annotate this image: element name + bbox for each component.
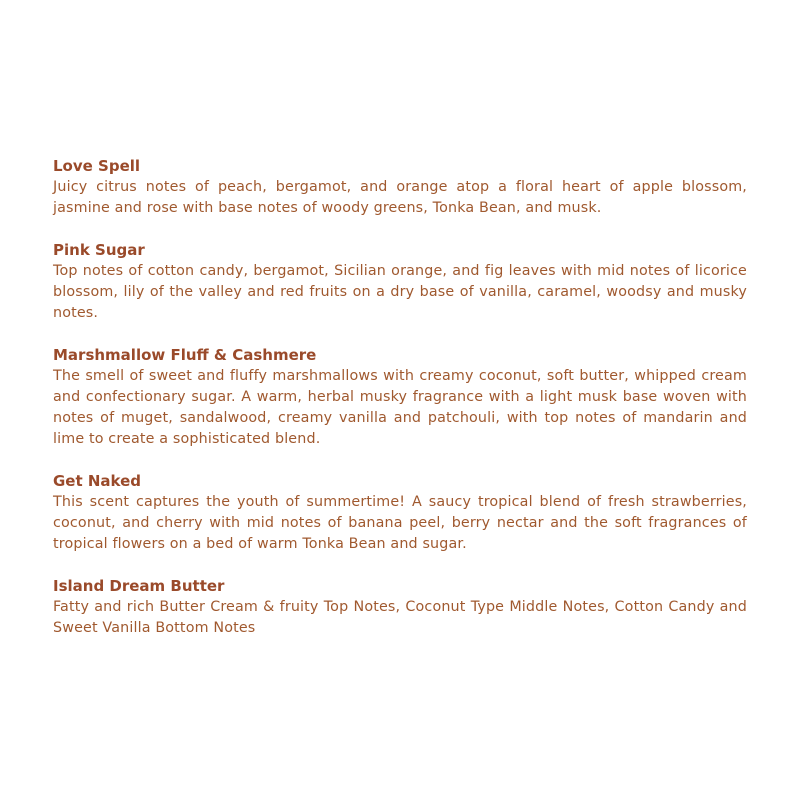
scent-title: Pink Sugar bbox=[53, 241, 145, 259]
scent-list bbox=[53, 156, 747, 660]
scent-description: Top notes of cotton candy, bergamot, Sicilian orange, and fig leaves with mid notes of licorice blossom, lily of the valley and red fruits on a dry base of vanilla, caramel, woodsy and musky notes. bbox=[53, 263, 747, 321]
scent-description: Juicy citrus notes of peach, bergamot, and orange atop a floral heart of apple blossom, jasmine and rose with base notes of woody greens, Tonka Bean, and musk. bbox=[53, 179, 747, 216]
scent-description: Fatty and rich Butter Cream & fruity Top Notes, Coconut Type Middle Notes, Cotton Candy and Sweet Vanilla Bottom Notes bbox=[53, 599, 747, 636]
scent-entry-pink-sugar bbox=[53, 240, 747, 324]
scent-title: Marshmallow Fluff & Cashmere bbox=[53, 346, 317, 364]
scent-description: The smell of sweet and fluffy marshmallows with creamy coconut, soft butter, whipped cream and confectionary sugar. A warm, herbal musky fragrance with a light musk base woven with notes of muget, sandalwood, creamy vanilla and patchouli, with top notes of mandarin and lime to create a sophisticated blend. bbox=[53, 368, 747, 447]
scent-description: This scent captures the youth of summertime! A saucy tropical blend of fresh strawberries, coconut, and cherry with mid notes of banana peel, berry nectar and the soft fragrances of tropical flowers on a bed of warm Tonka Bean and sugar. bbox=[53, 494, 747, 552]
scent-entry-island-dream-butter bbox=[53, 576, 747, 639]
scent-entry-marshmallow-fluff bbox=[53, 345, 747, 450]
scent-title: Island Dream Butter bbox=[53, 577, 225, 595]
scent-title: Love Spell bbox=[53, 157, 141, 175]
scent-title: Get Naked bbox=[53, 472, 142, 490]
scent-entry-get-naked bbox=[53, 471, 747, 555]
scent-entry-love-spell bbox=[53, 156, 747, 219]
